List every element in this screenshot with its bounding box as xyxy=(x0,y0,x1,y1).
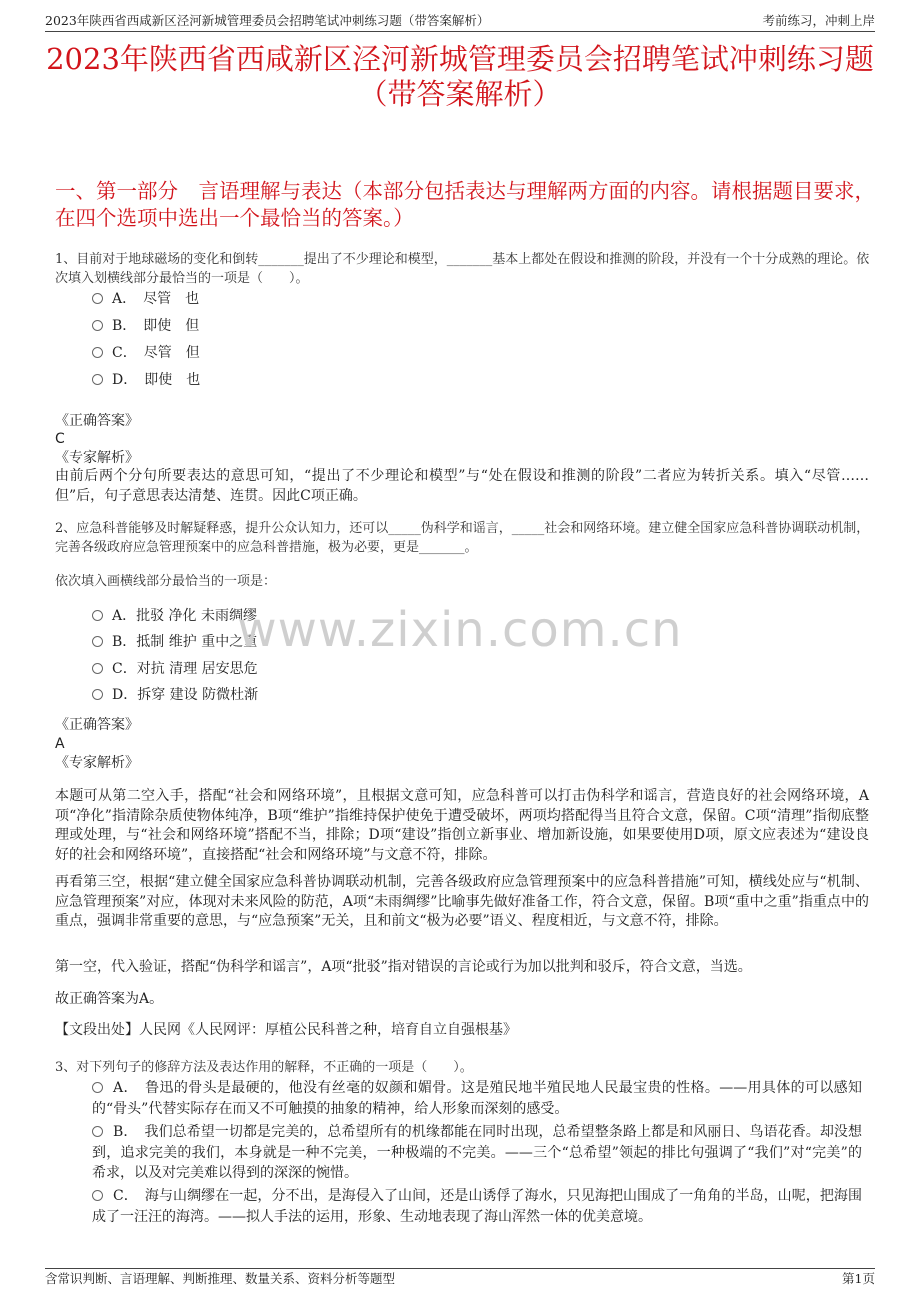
document-title: 2023年陕西省西咸新区泾河新城管理委员会招聘笔试冲刺练习题（带答案解析） xyxy=(46,42,874,111)
question-3-stem: 3、对下列句子的修辞方法及表达作用的解释，不正确的一项是（ ）。 xyxy=(55,1060,473,1075)
question-1-option-c[interactable] xyxy=(92,343,200,363)
correct-answer-label: 《正确答案》 xyxy=(55,413,139,429)
option-label: B． 即使 但 xyxy=(112,318,200,334)
question-2-option-c[interactable] xyxy=(92,659,258,679)
question-2-analysis-paragraph-3: 第一空，代入验证，搭配“伪科学和谣言”，A项“批驳”指对错误的言论或行为加以批判和驳斥，符合文意，当选。 xyxy=(55,959,752,975)
header-doc-title: 2023年陕西省西咸新区泾河新城管理委员会招聘笔试冲刺练习题（带答案解析） xyxy=(45,13,490,28)
option-text: A． 鲁迅的骨头是最硬的，他没有丝毫的奴颜和媚骨。这是殖民地半殖民地人民最宝贵的性格。——用具体的可以感知的“骨头”代替实际存在而又不可触摸的抽象的精神，给人形象而深刻的感受。 xyxy=(92,1080,862,1117)
question-3-option-b[interactable] xyxy=(92,1122,862,1184)
radio-icon[interactable] xyxy=(92,663,103,674)
header-slogan: 考前练习，冲刺上岸 xyxy=(762,13,875,28)
question-1-analysis: 由前后两个分句所要表达的意思可知，“提出了不少理论和模型”与“处在假设和推测的阶段”二者应为转折关系。填入“尽管……但”后，句子意思表达清楚、连贯。因此C项正确。 xyxy=(55,468,869,504)
watermark: www.zixin.com.cn xyxy=(237,602,683,658)
question-3-option-a[interactable] xyxy=(92,1078,862,1119)
option-label: C． 尽管 但 xyxy=(112,345,200,361)
option-label: A．批驳 净化 未雨绸缪 xyxy=(112,608,258,624)
question-1-option-b[interactable] xyxy=(92,316,199,336)
radio-icon[interactable] xyxy=(92,689,103,700)
radio-icon[interactable] xyxy=(92,1190,103,1201)
page-header xyxy=(45,10,875,32)
radio-icon[interactable] xyxy=(92,374,103,385)
question-2-prompt: 依次填入画横线部分最恰当的一项是： xyxy=(55,574,277,589)
page-number: 第1页 xyxy=(842,1271,875,1286)
correct-answer-label: 《正确答案》 xyxy=(55,717,139,733)
radio-icon[interactable] xyxy=(92,1082,103,1093)
question-2-analysis-conclusion: 故正确答案为A。 xyxy=(55,991,164,1007)
expert-analysis-label: 《专家解析》 xyxy=(55,450,139,466)
question-1-stem: 1、目前对于地球磁场的变化和倒转_______提出了不少理论和模型，_______基本上都处在假设和推测的阶段，并没有一个十分成熟的理论。依次填入划横线部分最恰当的一项是（ ）。 xyxy=(55,252,870,286)
option-label: B．抵制 维护 重中之重 xyxy=(112,634,258,650)
radio-icon[interactable] xyxy=(92,1126,103,1137)
question-2-source: 【文段出处】人民网《人民网评：厚植公民科普之种，培育自立自强根基》 xyxy=(55,1022,517,1038)
question-2-option-d[interactable] xyxy=(92,685,258,705)
question-1-answer: C xyxy=(55,431,65,447)
option-label: D． 即使 也 xyxy=(112,372,201,388)
option-label: D．拆穿 建设 防微杜渐 xyxy=(112,687,259,703)
option-label: A． 尽管 也 xyxy=(112,291,200,307)
option-text: B． 我们总希望一切都是完美的，总希望所有的机缘都能在同时出现，总希望整条路上都是和风丽日、鸟语花香。却没想到，追求完美的我们，本身就是一种不完美，一种极端的不完美。——三个“总希望”领起的排比句强调了“我们”对“完美”的希求，以及对完美难以得到的深深的惋惜。 xyxy=(92,1124,862,1181)
radio-icon[interactable] xyxy=(92,293,103,304)
option-text: C． 海与山绸缪在一起，分不出，是海侵入了山间，还是山诱俘了海水，只见海把山围成了一角角的半岛，山呢，把海围成了一汪汪的海湾。——拟人手法的运用，形象、生动地表现了海山浑然一体的优美意境。 xyxy=(92,1188,862,1225)
question-2-answer: A xyxy=(55,736,65,752)
question-3-option-c[interactable] xyxy=(92,1186,862,1227)
question-2-analysis-paragraph-1: 本题可从第二空入手，搭配“社会和网络环境”，且根据文意可知，应急科普可以打击伪科学和谣言，营造良好的社会网络环境，A项“净化”指清除杂质使物体纯净，B项“维护”指维持保护使免于遭受破坏，两项均搭配得当且符合文意，保留。C项“清理”指彻底整理或处理，与“社会和网络环境”搭配不当，排除；D项“建设”指创立新事业、增加新设施，如果要使用D项，原文应表述为“建设良好的社会和网络环境”，直接搭配“社会和网络环境”与文意不符，排除。 xyxy=(55,788,869,863)
page-footer xyxy=(45,1268,875,1289)
question-1-option-d[interactable] xyxy=(92,370,200,390)
footer-question-types: 含常识判断、言语理解、判断推理、数量关系、资料分析等题型 xyxy=(45,1271,396,1286)
option-label: C．对抗 清理 居安思危 xyxy=(112,661,258,677)
question-2-stem: 2、应急科普能够及时解疑释惑，提升公众认知力，还可以_____伪科学和谣言，_____社会和网络环境。建立健全国家应急科普协调联动机制，完善各级政府应急管理预案中的应急科普措施，极为必要，更是_______。 xyxy=(55,521,870,555)
radio-icon[interactable] xyxy=(92,347,103,358)
section-heading: 一、第一部分 言语理解与表达（本部分包括表达与理解两方面的内容。请根据题目要求，在四个选项中选出一个最恰当的答案。） xyxy=(55,179,875,230)
radio-icon[interactable] xyxy=(92,320,103,331)
expert-analysis-label: 《专家解析》 xyxy=(55,755,139,771)
question-1-option-a[interactable] xyxy=(92,289,199,309)
question-2-analysis-paragraph-2: 再看第三空，根据“建立健全国家应急科普协调联动机制，完善各级政府应急管理预案中的应急科普措施”可知，横线处应与“机制、应急管理预案”对应，体现对未来风险的防范，A项“未雨绸缪”比喻事先做好准备工作，符合文意，保留。B项“重中之重”指重点中的重点，强调非常重要的意思，与“应急预案”无关，且和前文“极为必要”语义、程度相近，与文意不符，排除。 xyxy=(55,874,869,929)
